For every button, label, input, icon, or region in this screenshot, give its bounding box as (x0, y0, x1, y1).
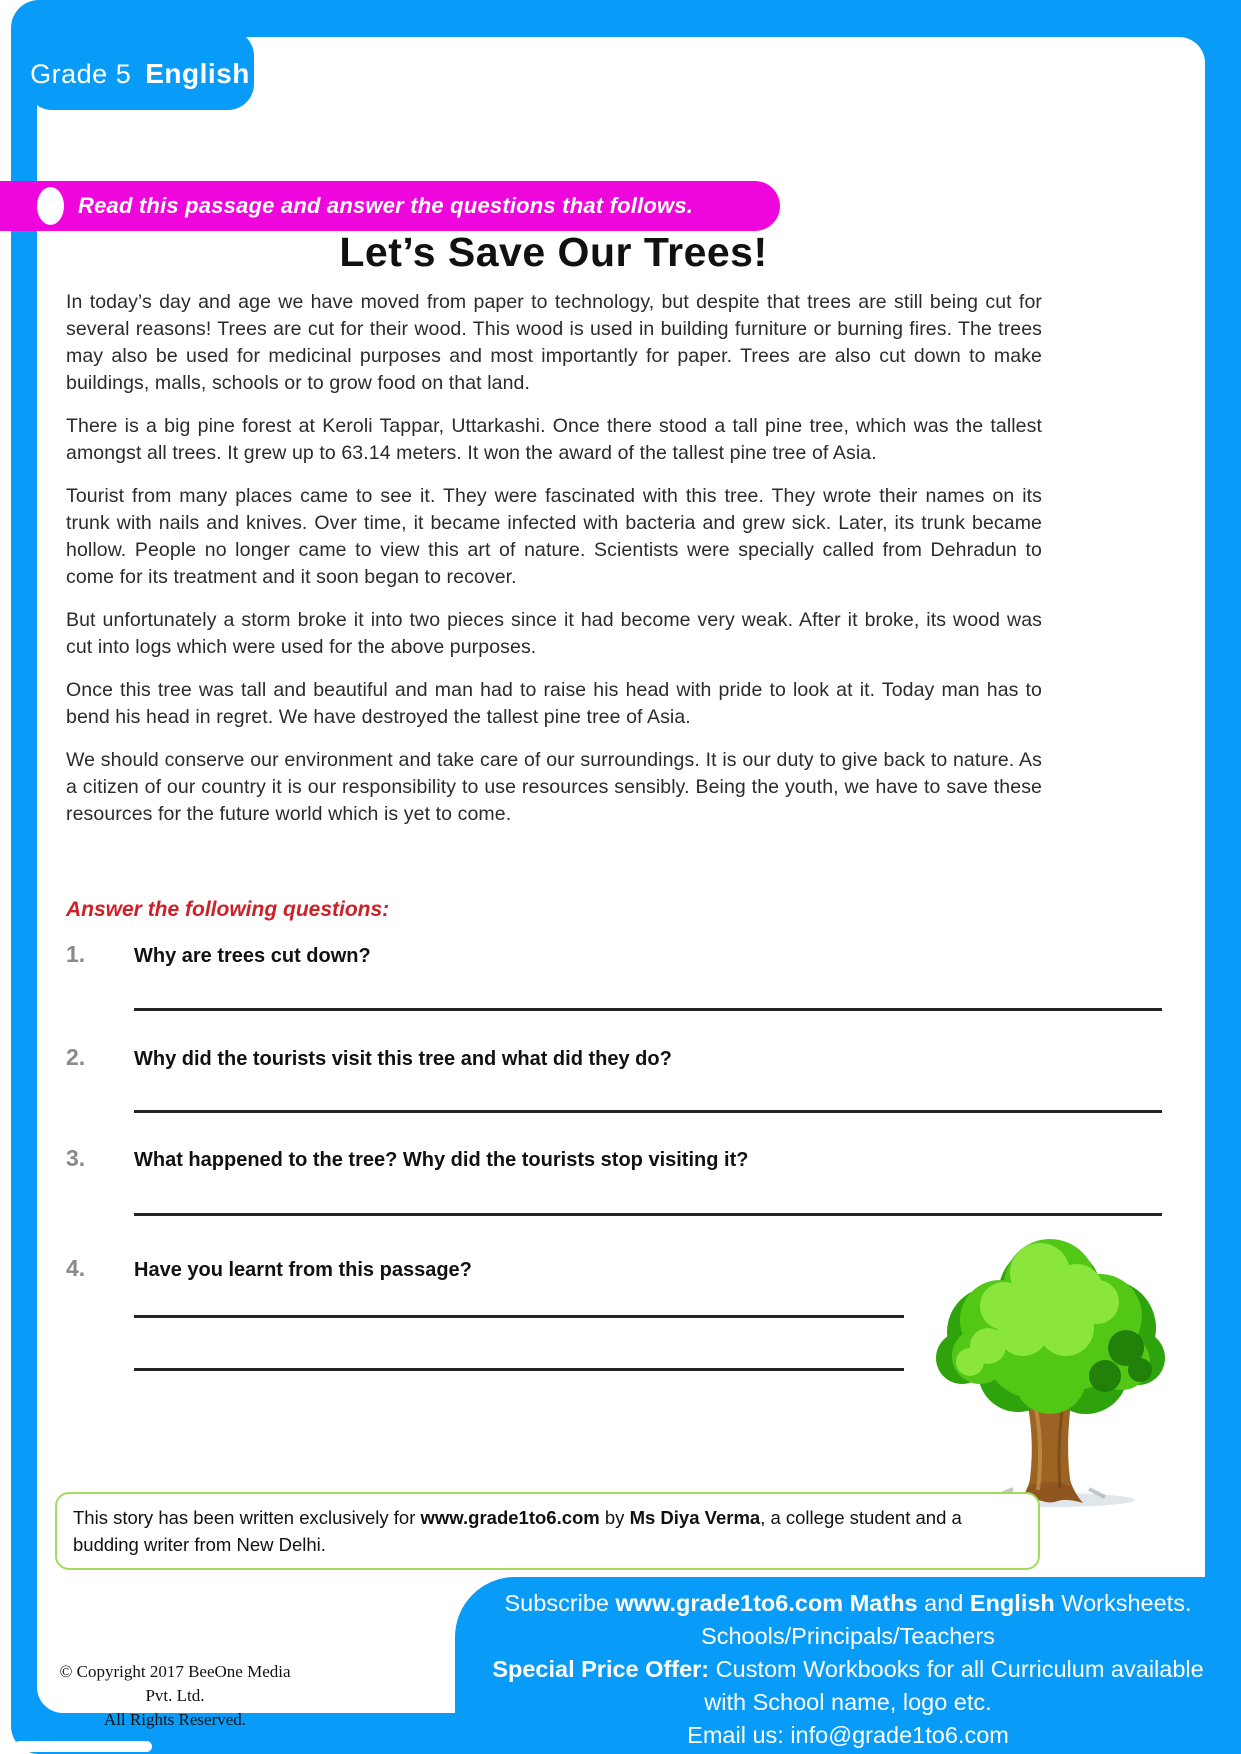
promo-text: Custom Workbooks for all Curriculum available (709, 1656, 1204, 1682)
promo-line-email: Email us: info@grade1to6.com (687, 1722, 1009, 1748)
answer-line (134, 1008, 1162, 1011)
passage-title: Let’s Save Our Trees! (339, 229, 768, 275)
subject-label: English (145, 58, 250, 89)
question-text: Why did the tourists visit this tree and what did they do? (134, 1048, 672, 1070)
promo-line-school: with School name, logo etc. (704, 1689, 992, 1715)
attribution-box (55, 1492, 1040, 1570)
grade-badge (26, 30, 254, 110)
promo-line-offer (455, 1653, 1241, 1686)
copyright-notice (45, 1660, 305, 1732)
questions-heading: Answer the following questions: (66, 898, 390, 921)
question-number: 2. (66, 1044, 86, 1070)
passage-paragraph: In today’s day and age we have moved from paper to technology, but despite that trees are still being cut for several reasons! Trees are cut for their wood. This wood is used in building furniture or burning fires. The trees may also be used for medicinal purposes and most importantly for paper. Trees are also cut down to make buildings, malls, schools or to grow food on that land. (66, 291, 1042, 394)
bottom-left-notch (14, 1741, 152, 1752)
attribution-site: www.grade1to6.com (420, 1507, 600, 1528)
promo-offer-bold: Special Price Offer: (492, 1656, 710, 1682)
answer-line (134, 1315, 904, 1318)
passage-paragraph: Tourist from many places came to see it. They were fascinated with this tree. They wrote their names on its trunk with nails and knives. Over time, it became infected with bacteria and grew sick. Later, its trunk became hollow. People no longer came to view this art of nature. Scientists were specially called from Dehradun to come for its treatment and it soon began to recover. (66, 485, 1042, 588)
instruction-text: Read this passage and answer the questions that follows. (78, 193, 694, 218)
passage-body (66, 289, 1042, 844)
copyright-line1: © Copyright 2017 BeeOne Media Pvt. Ltd. (59, 1662, 291, 1705)
question-2 (66, 1044, 1066, 1071)
passage-paragraph: There is a big pine forest at Keroli Tappar, Uttarkashi. Once there stood a tall pine tree, which was the tallest amongst all trees. It grew up to 63.14 meters. It won the award of the tallest pine tree of Asia. (66, 415, 1042, 464)
question-number: 1. (66, 941, 86, 967)
question-number: 3. (66, 1145, 86, 1171)
attribution-author: Ms Diya Verma (629, 1507, 761, 1528)
attribution-middle: by (599, 1507, 630, 1528)
promo-text: Worksheets. (1054, 1590, 1192, 1616)
promo-text: and (917, 1590, 970, 1616)
grade-label: Grade 5 (30, 58, 132, 89)
promo-text: Subscribe (504, 1590, 616, 1616)
attribution-prefix: This story has been written exclusively for (73, 1507, 421, 1528)
attribution-suffix: , a college student and a budding writer from New Delhi. (73, 1507, 962, 1555)
footer-promo-box (455, 1577, 1241, 1754)
passage-paragraph: We should conserve our environment and take care of our surroundings. It is our duty to give back to nature. As a citizen of our country it is our responsibility to use resources sensibly. Being the youth, we have to save these resources for the future world which is yet to come. (66, 749, 1042, 825)
answer-line (134, 1368, 904, 1371)
answer-line (134, 1110, 1162, 1113)
tree-illustration (900, 1200, 1200, 1510)
question-text: What happened to the tree? Why did the tourists stop visiting it? (134, 1149, 749, 1171)
promo-line-audience: Schools/Principals/Teachers (701, 1623, 995, 1649)
question-1 (66, 941, 1066, 968)
question-text: Why are trees cut down? (134, 945, 371, 967)
question-3 (66, 1145, 1066, 1172)
promo-english-bold: English (969, 1590, 1055, 1616)
passage-paragraph: Once this tree was tall and beautiful and man had to raise his head with pride to look at it. Today man has to bend his head in regret. We have destroyed the tallest pine tree of Asia. (66, 679, 1042, 728)
question-number: 4. (66, 1255, 86, 1281)
copyright-line2: All Rights Reserved. (103, 1710, 247, 1729)
bullet-oval-icon (37, 187, 64, 225)
instruction-banner (0, 181, 780, 231)
promo-line-subscribe (455, 1587, 1241, 1620)
promo-site-bold: www.grade1to6.com Maths (615, 1590, 918, 1616)
passage-paragraph: But unfortunately a storm broke it into two pieces since it had become very weak. After it broke, its wood was cut into logs which were used for the above purposes. (66, 609, 1042, 658)
question-text: Have you learnt from this passage? (134, 1259, 472, 1281)
